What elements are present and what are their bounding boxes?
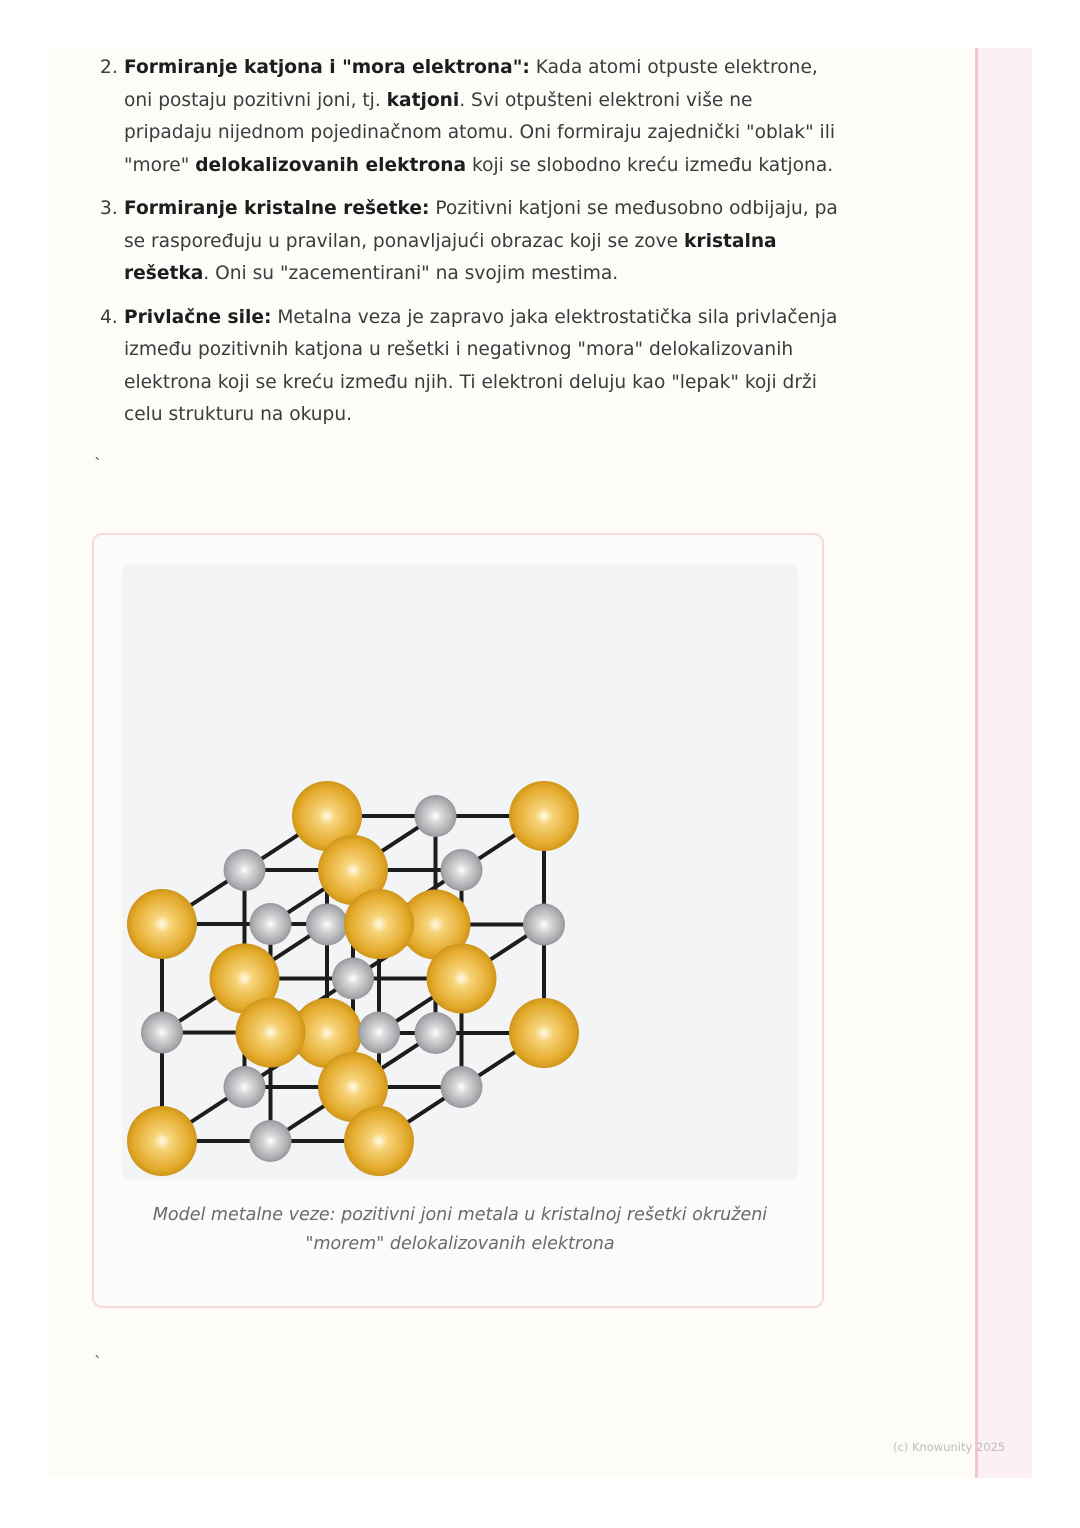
electron <box>441 1066 483 1108</box>
electron <box>441 849 483 891</box>
metal-ion <box>236 998 306 1068</box>
list-text: koji se slobodno kreću između katjona. <box>466 154 834 176</box>
electron <box>224 849 266 891</box>
electron <box>332 958 374 1000</box>
list-text: Kada atomi otpuste elektrone, oni postaju pozitivni joni, tj. <box>124 57 818 111</box>
list-number: 2. <box>100 57 118 78</box>
metal-ion <box>127 1106 197 1176</box>
list-item <box>100 302 840 432</box>
bold-term: Formiranje kristalne rešetke: <box>124 198 430 219</box>
electron <box>415 795 457 837</box>
list-item <box>100 193 840 291</box>
bold-term: delokalizovanih elektrona <box>195 154 467 176</box>
bold-term: kristalna rešetka <box>124 230 777 284</box>
margin-line <box>975 48 978 1478</box>
figure-box <box>92 533 824 1308</box>
figure-caption: Model metalne veze: pozitivni joni metala u kristalnoj rešetki okruženi "morem" delokalizovanih elektrona <box>152 1205 768 1254</box>
list-item <box>100 52 840 182</box>
list-number: 3. <box>100 198 118 219</box>
bold-term: katjoni <box>386 89 460 111</box>
electron <box>250 903 292 945</box>
bold-term: Formiranje katjona i "mora elektrona": <box>124 57 530 78</box>
electron <box>358 1012 400 1054</box>
lattice-illustration <box>124 565 796 1177</box>
electron <box>224 1066 266 1108</box>
metal-ion <box>427 944 497 1014</box>
electron <box>141 1012 183 1054</box>
lattice-svg <box>124 565 796 1177</box>
margin-strip <box>977 48 1032 1478</box>
tick-mark-2: ` <box>94 1353 102 1372</box>
metal-ion <box>344 1106 414 1176</box>
electron <box>523 904 565 946</box>
electron <box>306 904 348 946</box>
list-text: Metalna veza je zapravo jaka elektrostatička sila privlačenja između pozitivnih katjona u rešetki i negativnog "mora" delokalizovanih elektrona koji se kreću između njih. Ti elektroni deluju kao "lepak" koji drži celu strukturu na okupu. <box>124 306 838 425</box>
bold-term: Privlačne sile: <box>124 306 272 328</box>
metal-ion <box>509 781 579 851</box>
list-text: . Svi otpušteni elektroni više ne pripadaju nijednom pojedinačnom atomu. Oni formiraju zajednički "oblak" ili "more" <box>124 89 836 176</box>
numbered-list <box>100 52 840 443</box>
electron <box>415 1012 457 1054</box>
list-number: 4. <box>100 306 118 328</box>
electron <box>250 1120 292 1162</box>
list-text: Pozitivni katjoni se međusobno odbijaju, pa se raspoređuju u pravilan, ponavljajući obrazac koji se zove <box>124 198 838 252</box>
tick-mark: ` <box>94 455 102 474</box>
metal-ion <box>509 998 579 1068</box>
list-text: . Oni su "zacementirani" na svojim mestima. <box>203 263 619 284</box>
copyright-footer: (c) Knowunity 2025 <box>893 1440 1006 1454</box>
metal-ion <box>127 889 197 959</box>
metal-ion <box>344 889 414 959</box>
